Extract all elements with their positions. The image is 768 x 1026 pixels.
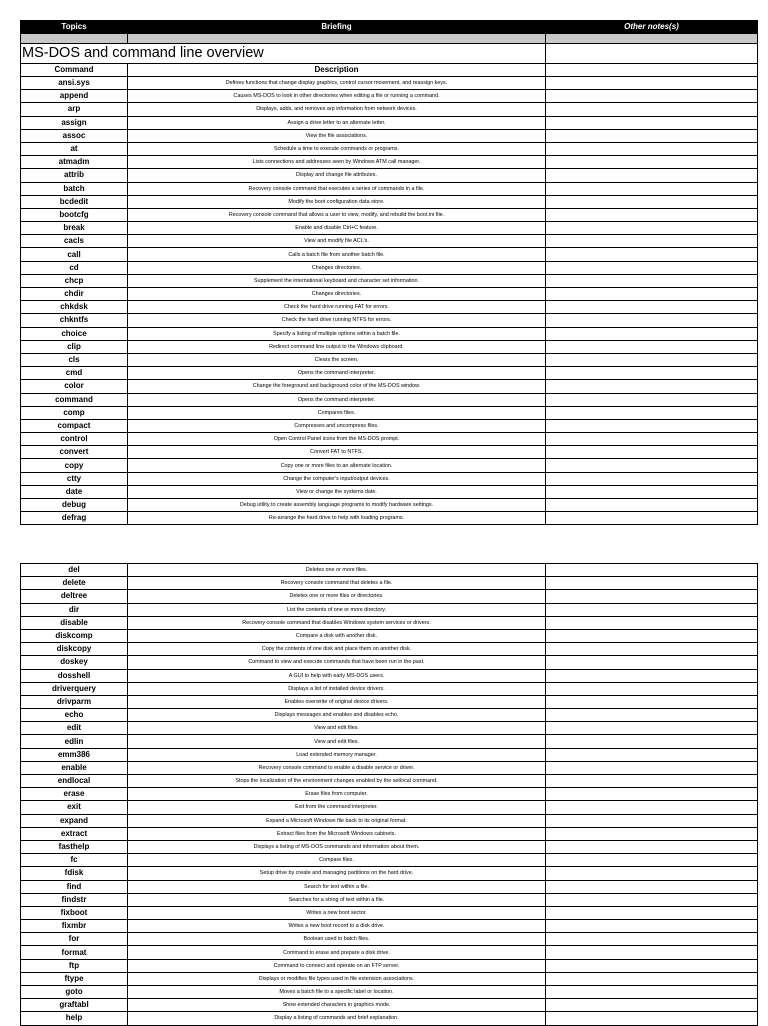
command-cell: bcdedit — [21, 195, 128, 208]
notes-cell — [546, 709, 758, 722]
command-column-header: Command — [21, 64, 128, 77]
table-row — [21, 433, 758, 446]
command-cell: fixmbr — [21, 920, 128, 933]
table-row — [21, 999, 758, 1012]
description-cell: View and edit files. — [128, 722, 546, 735]
table-row — [21, 656, 758, 669]
command-cell: at — [21, 142, 128, 155]
notes-cell — [546, 893, 758, 906]
notes-cell — [546, 788, 758, 801]
command-cell: chkdsk — [21, 301, 128, 314]
notes-cell — [546, 261, 758, 274]
command-table-page-2 — [20, 563, 758, 1026]
section-title-row — [21, 44, 758, 64]
command-cell: cd — [21, 261, 128, 274]
command-cell: edlin — [21, 735, 128, 748]
table-row — [21, 761, 758, 774]
notes-cell — [546, 669, 758, 682]
table-row — [21, 90, 758, 103]
table-row — [21, 735, 758, 748]
command-cell: debug — [21, 499, 128, 512]
description-cell: Boolean used in batch files. — [128, 933, 546, 946]
description-cell: A GUI to help with early MS-DOS users. — [128, 669, 546, 682]
description-cell: View or change the systems date. — [128, 485, 546, 498]
notes-cell — [546, 616, 758, 629]
description-cell: Displays or modifies file types used in file extension associations. — [128, 972, 546, 985]
notes-cell — [546, 920, 758, 933]
description-cell: View and modify file ACL's. — [128, 235, 546, 248]
description-column-header: Description — [128, 64, 546, 77]
command-cell: ftype — [21, 972, 128, 985]
notes-cell — [546, 340, 758, 353]
notes-cell — [546, 77, 758, 90]
table-row — [21, 643, 758, 656]
table-row — [21, 564, 758, 577]
notes-cell — [546, 643, 758, 656]
command-cell: enable — [21, 761, 128, 774]
command-cell: echo — [21, 709, 128, 722]
notes-cell — [546, 986, 758, 999]
description-cell: Check the hard drive running FAT for errors. — [128, 301, 546, 314]
notes-cell — [546, 761, 758, 774]
description-cell: Calls a batch file from another batch file. — [128, 248, 546, 261]
table-row — [21, 327, 758, 340]
command-cell: fdisk — [21, 867, 128, 880]
command-cell: bootcfg — [21, 208, 128, 221]
table-row — [21, 499, 758, 512]
notes-cell — [546, 735, 758, 748]
topics-header: Topics — [21, 21, 128, 34]
command-cell: arp — [21, 103, 128, 116]
notes-cell — [546, 248, 758, 261]
notes-cell — [546, 288, 758, 301]
notes-cell — [546, 959, 758, 972]
notes-cell — [546, 485, 758, 498]
notes-cell — [546, 801, 758, 814]
description-cell: Opens the command interpreter. — [128, 393, 546, 406]
description-cell: Show extended characters in graphics mode. — [128, 999, 546, 1012]
table-row — [21, 182, 758, 195]
table-row — [21, 788, 758, 801]
command-cell: edit — [21, 722, 128, 735]
description-cell: Debug utility to create assembly language programs to modify hardware settings. — [128, 499, 546, 512]
command-cell: convert — [21, 446, 128, 459]
description-cell: Deletes one or more files or directories. — [128, 590, 546, 603]
notes-cell — [546, 472, 758, 485]
command-cell: batch — [21, 182, 128, 195]
table-row — [21, 814, 758, 827]
command-cell: format — [21, 946, 128, 959]
command-cell: driverquery — [21, 682, 128, 695]
command-cell: del — [21, 564, 128, 577]
description-cell: Writes a new boot record to a disk drive. — [128, 920, 546, 933]
table-row — [21, 367, 758, 380]
command-cell: date — [21, 485, 128, 498]
command-cell: call — [21, 248, 128, 261]
notes-cell — [546, 695, 758, 708]
table-row — [21, 261, 758, 274]
table-row — [21, 208, 758, 221]
notes-cell — [546, 590, 758, 603]
command-cell: assign — [21, 116, 128, 129]
description-cell: Change the foreground and background color of the MS-DOS window. — [128, 380, 546, 393]
notes-cell — [546, 827, 758, 840]
description-cell: Search for text within a file. — [128, 880, 546, 893]
table-row — [21, 616, 758, 629]
description-cell: Command to connect and operate on an FTP server. — [128, 959, 546, 972]
command-cell: defrag — [21, 512, 128, 525]
command-cell: disable — [21, 616, 128, 629]
notes-cell — [546, 933, 758, 946]
description-cell: Displays, adds, and removes arp information from network devices. — [128, 103, 546, 116]
description-cell: Displays a list of installed device drivers. — [128, 682, 546, 695]
notes-cell — [546, 314, 758, 327]
description-cell: Clears the screen. — [128, 353, 546, 366]
notes-cell — [546, 327, 758, 340]
table-row — [21, 840, 758, 853]
command-cell: ctty — [21, 472, 128, 485]
other-notes-header: Other notes(s) — [546, 21, 758, 34]
notes-cell — [546, 512, 758, 525]
table-row — [21, 880, 758, 893]
table-row — [21, 972, 758, 985]
notes-cell — [546, 775, 758, 788]
notes-cell — [546, 564, 758, 577]
table-row — [21, 854, 758, 867]
command-cell: dosshell — [21, 669, 128, 682]
description-cell: Extract files from the Microsoft Windows cabinets. — [128, 827, 546, 840]
description-cell: Setup drive by create and managing partitions on the hard drive. — [128, 867, 546, 880]
table-row — [21, 248, 758, 261]
notes-cell — [546, 182, 758, 195]
table-row — [21, 103, 758, 116]
header-row — [21, 21, 758, 34]
table-row — [21, 169, 758, 182]
table-row — [21, 380, 758, 393]
command-cell: expand — [21, 814, 128, 827]
description-cell: Erase files from computer. — [128, 788, 546, 801]
table-row — [21, 827, 758, 840]
command-cell: assoc — [21, 129, 128, 142]
description-cell: Supplement the international keyboard and character set information. — [128, 274, 546, 287]
section-title: MS-DOS and command line overview — [21, 44, 546, 64]
column-header-row — [21, 64, 758, 77]
notes-cell — [546, 629, 758, 642]
table-row — [21, 222, 758, 235]
description-cell: Compare a disk with another disk. — [128, 629, 546, 642]
table-row — [21, 393, 758, 406]
table-row — [21, 195, 758, 208]
table-row — [21, 695, 758, 708]
notes-cell — [546, 748, 758, 761]
description-cell: Defines functions that change display graphics, control cursor movement, and reassign keys. — [128, 77, 546, 90]
notes-cell — [546, 156, 758, 169]
table-row — [21, 959, 758, 972]
command-cell: goto — [21, 986, 128, 999]
notes-cell — [546, 946, 758, 959]
table-row — [21, 669, 758, 682]
table-row — [21, 933, 758, 946]
table-row — [21, 577, 758, 590]
description-cell: Lists connections and addresses seen by Windows ATM call manager. — [128, 156, 546, 169]
table-row — [21, 116, 758, 129]
gray-separator-row — [21, 34, 758, 44]
table-row — [21, 603, 758, 616]
command-cell: help — [21, 1012, 128, 1025]
description-cell: Stops the localization of the environment changes enabled by the setlocal command. — [128, 775, 546, 788]
command-cell: find — [21, 880, 128, 893]
notes-cell — [546, 142, 758, 155]
command-table-page-1 — [20, 20, 758, 525]
notes-cell — [546, 999, 758, 1012]
command-cell: append — [21, 90, 128, 103]
description-cell: List the contents of one or more directory. — [128, 603, 546, 616]
command-cell: break — [21, 222, 128, 235]
table-row — [21, 709, 758, 722]
notes-cell — [546, 235, 758, 248]
notes-cell — [546, 367, 758, 380]
description-cell: Expand a Microsoft Windows file back to its original format. — [128, 814, 546, 827]
description-cell: Recovery console command that executes a series of commands in a file. — [128, 182, 546, 195]
command-cell: cmd — [21, 367, 128, 380]
command-cell: dir — [21, 603, 128, 616]
command-cell: compact — [21, 419, 128, 432]
description-cell: Compares files. — [128, 406, 546, 419]
notes-cell — [546, 840, 758, 853]
notes-cell — [546, 393, 758, 406]
table-row — [21, 129, 758, 142]
notes-cell — [546, 656, 758, 669]
command-cell: extract — [21, 827, 128, 840]
table-row — [21, 867, 758, 880]
notes-cell — [546, 222, 758, 235]
table-row — [21, 406, 758, 419]
notes-cell — [546, 90, 758, 103]
section-notes-cell — [546, 44, 758, 64]
table-row — [21, 748, 758, 761]
command-cell: copy — [21, 459, 128, 472]
description-cell: Enable and disable Ctrl+C feature. — [128, 222, 546, 235]
description-cell: Deletes one or more files. — [128, 564, 546, 577]
description-cell: Load extended memory manager. — [128, 748, 546, 761]
command-cell: attrib — [21, 169, 128, 182]
command-cell: fc — [21, 854, 128, 867]
notes-cell — [546, 208, 758, 221]
description-cell: Changes directories. — [128, 261, 546, 274]
table-row — [21, 629, 758, 642]
description-cell: Change the computer's input/output devices. — [128, 472, 546, 485]
notes-cell — [546, 603, 758, 616]
command-cell: color — [21, 380, 128, 393]
table-row — [21, 142, 758, 155]
command-cell: exit — [21, 801, 128, 814]
table-row — [21, 512, 758, 525]
description-cell: Convert FAT to NTFS. — [128, 446, 546, 459]
notes-cell — [546, 301, 758, 314]
table-row — [21, 235, 758, 248]
description-cell: Command to erase and prepare a disk drive. — [128, 946, 546, 959]
table-row — [21, 77, 758, 90]
description-cell: Recovery console command to enable a disable service or driver. — [128, 761, 546, 774]
table-row — [21, 353, 758, 366]
notes-cell — [546, 169, 758, 182]
notes-cell — [546, 433, 758, 446]
description-cell: Enables overwrite of original device drivers. — [128, 695, 546, 708]
notes-cell — [546, 116, 758, 129]
table-row — [21, 340, 758, 353]
description-cell: Opens the command interpreter. — [128, 367, 546, 380]
command-cell: ansi.sys — [21, 77, 128, 90]
notes-cell — [546, 103, 758, 116]
notes-cell — [546, 972, 758, 985]
command-cell: fixboot — [21, 906, 128, 919]
table-row — [21, 288, 758, 301]
description-cell: Recovery console command that allows a user to view, modify, and rebuild the boot.ini file. — [128, 208, 546, 221]
table-row — [21, 1012, 758, 1025]
description-cell: Modify the boot configuration data store. — [128, 195, 546, 208]
command-cell: delete — [21, 577, 128, 590]
notes-cell — [546, 353, 758, 366]
command-cell: endlocal — [21, 775, 128, 788]
table-row — [21, 301, 758, 314]
command-cell: diskcopy — [21, 643, 128, 656]
table-row — [21, 801, 758, 814]
command-cell: comp — [21, 406, 128, 419]
description-cell: Check the hard drive running NTFS for errors. — [128, 314, 546, 327]
table-row — [21, 946, 758, 959]
command-cell: graftabl — [21, 999, 128, 1012]
command-cell: for — [21, 933, 128, 946]
description-cell: Display a listing of commands and brief explanation. — [128, 1012, 546, 1025]
notes-cell — [546, 129, 758, 142]
command-cell: chcp — [21, 274, 128, 287]
command-cell: cls — [21, 353, 128, 366]
description-cell: Assign a drive letter to an alternate letter. — [128, 116, 546, 129]
table-row — [21, 986, 758, 999]
notes-column-header — [546, 64, 758, 77]
table-row — [21, 156, 758, 169]
notes-cell — [546, 682, 758, 695]
table-row — [21, 274, 758, 287]
table-row — [21, 682, 758, 695]
table-row — [21, 446, 758, 459]
command-cell: command — [21, 393, 128, 406]
notes-cell — [546, 814, 758, 827]
description-cell: View the file associations. — [128, 129, 546, 142]
notes-cell — [546, 419, 758, 432]
table-row — [21, 472, 758, 485]
notes-cell — [546, 906, 758, 919]
description-cell: Recovery console command that deletes a file. — [128, 577, 546, 590]
description-cell: Redirect command line output to the Windows clipboard. — [128, 340, 546, 353]
notes-cell — [546, 380, 758, 393]
table-row — [21, 419, 758, 432]
description-cell: Displays messages and enables and disables echo. — [128, 709, 546, 722]
table-row — [21, 459, 758, 472]
notes-cell — [546, 499, 758, 512]
description-cell: Exit from the command interpreter. — [128, 801, 546, 814]
table-row — [21, 920, 758, 933]
notes-cell — [546, 880, 758, 893]
description-cell: Display and change file attributes. — [128, 169, 546, 182]
command-cell: cacls — [21, 235, 128, 248]
command-cell: chkntfs — [21, 314, 128, 327]
notes-cell — [546, 722, 758, 735]
table-row — [21, 906, 758, 919]
command-cell: control — [21, 433, 128, 446]
notes-cell — [546, 1012, 758, 1025]
command-cell: erase — [21, 788, 128, 801]
notes-cell — [546, 854, 758, 867]
command-cell: findstr — [21, 893, 128, 906]
notes-cell — [546, 406, 758, 419]
description-cell: View and edit files. — [128, 735, 546, 748]
description-cell: Compresses and uncompress files. — [128, 419, 546, 432]
command-cell: atmadm — [21, 156, 128, 169]
command-cell: clip — [21, 340, 128, 353]
description-cell: Re-arrange the hard drive to help with loading programs. — [128, 512, 546, 525]
command-cell: doskey — [21, 656, 128, 669]
command-cell: choice — [21, 327, 128, 340]
command-cell: deltree — [21, 590, 128, 603]
description-cell: Specify a listing of multiple options within a batch file. — [128, 327, 546, 340]
briefing-header: Briefing — [128, 21, 546, 34]
table-row — [21, 893, 758, 906]
table-row — [21, 590, 758, 603]
description-cell: Causes MS-DOS to look in other directories when editing a file or running a command. — [128, 90, 546, 103]
table-row — [21, 775, 758, 788]
table-row — [21, 485, 758, 498]
command-cell: fasthelp — [21, 840, 128, 853]
command-cell: chdir — [21, 288, 128, 301]
notes-cell — [546, 195, 758, 208]
command-cell: ftp — [21, 959, 128, 972]
command-cell: emm386 — [21, 748, 128, 761]
notes-cell — [546, 274, 758, 287]
description-cell: Searches for a string of text within a file. — [128, 893, 546, 906]
description-cell: Schedule a time to execute commands or programs. — [128, 142, 546, 155]
table-row — [21, 314, 758, 327]
description-cell: Open Control Panel icons from the MS-DOS prompt. — [128, 433, 546, 446]
command-cell: drivparm — [21, 695, 128, 708]
description-cell: Compare files. — [128, 854, 546, 867]
notes-cell — [546, 459, 758, 472]
description-cell: Copy the contents of one disk and place them on another disk. — [128, 643, 546, 656]
description-cell: Writes a new boot sector. — [128, 906, 546, 919]
notes-cell — [546, 577, 758, 590]
description-cell: Changes directories. — [128, 288, 546, 301]
notes-cell — [546, 867, 758, 880]
description-cell: Displays a listing of MS-DOS commands and information about them. — [128, 840, 546, 853]
description-cell: Moves a batch file to a specific label or location. — [128, 986, 546, 999]
notes-cell — [546, 446, 758, 459]
table-row — [21, 722, 758, 735]
description-cell: Command to view and execute commands that have been run in the past. — [128, 656, 546, 669]
description-cell: Copy one or more files to an alternate location. — [128, 459, 546, 472]
description-cell: Recovery console command that disables Windows system services or drivers. — [128, 616, 546, 629]
command-cell: diskcomp — [21, 629, 128, 642]
